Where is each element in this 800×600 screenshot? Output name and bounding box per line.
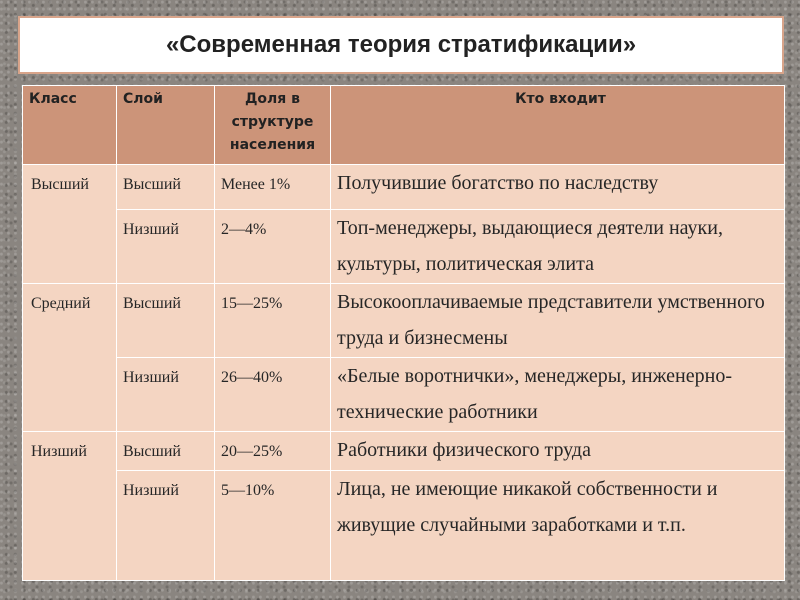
share-cell: 20—25% (215, 432, 331, 471)
who-cell: Лица, не имеющие никакой собственности и живущие случайными заработками и т.п. (331, 471, 785, 581)
table-row (23, 358, 785, 432)
share-cell: Менее 1% (215, 165, 331, 210)
header-class: Класс (23, 86, 117, 165)
table-header-row (23, 86, 785, 165)
header-layer: Слой (117, 86, 215, 165)
share-cell: 2—4% (215, 210, 331, 284)
share-cell: 5—10% (215, 471, 331, 581)
layer-cell: Низший (117, 358, 215, 432)
who-cell: Получившие богатство по наследству (331, 165, 785, 210)
layer-cell: Высший (117, 284, 215, 358)
who-cell: Топ-менеджеры, выдающиеся деятели науки, культуры, политическая элита (331, 210, 785, 284)
share-cell: 15—25% (215, 284, 331, 358)
stratification-table (22, 85, 785, 581)
layer-cell: Высший (117, 432, 215, 471)
layer-cell: Высший (117, 165, 215, 210)
header-who: Кто входит (331, 86, 785, 165)
who-cell: «Белые воротнички», менеджеры, инженерно-технические работники (331, 358, 785, 432)
class-cell: Низший (23, 432, 117, 581)
layer-cell: Низший (117, 471, 215, 581)
table-row (23, 432, 785, 471)
slide-title-box (18, 16, 784, 74)
table-row (23, 284, 785, 358)
share-cell: 26—40% (215, 358, 331, 432)
table-row (23, 210, 785, 284)
class-cell: Средний (23, 284, 117, 432)
who-cell: Работники физического труда (331, 432, 785, 471)
layer-cell: Низший (117, 210, 215, 284)
table-row (23, 471, 785, 581)
header-share: Доля в структуре населения (215, 86, 331, 165)
who-cell: Высокооплачиваемые представители умственного труда и бизнесмены (331, 284, 785, 358)
class-cell: Высший (23, 165, 117, 284)
slide-title: «Современная теория стратификации» (165, 31, 637, 58)
table-row (23, 165, 785, 210)
